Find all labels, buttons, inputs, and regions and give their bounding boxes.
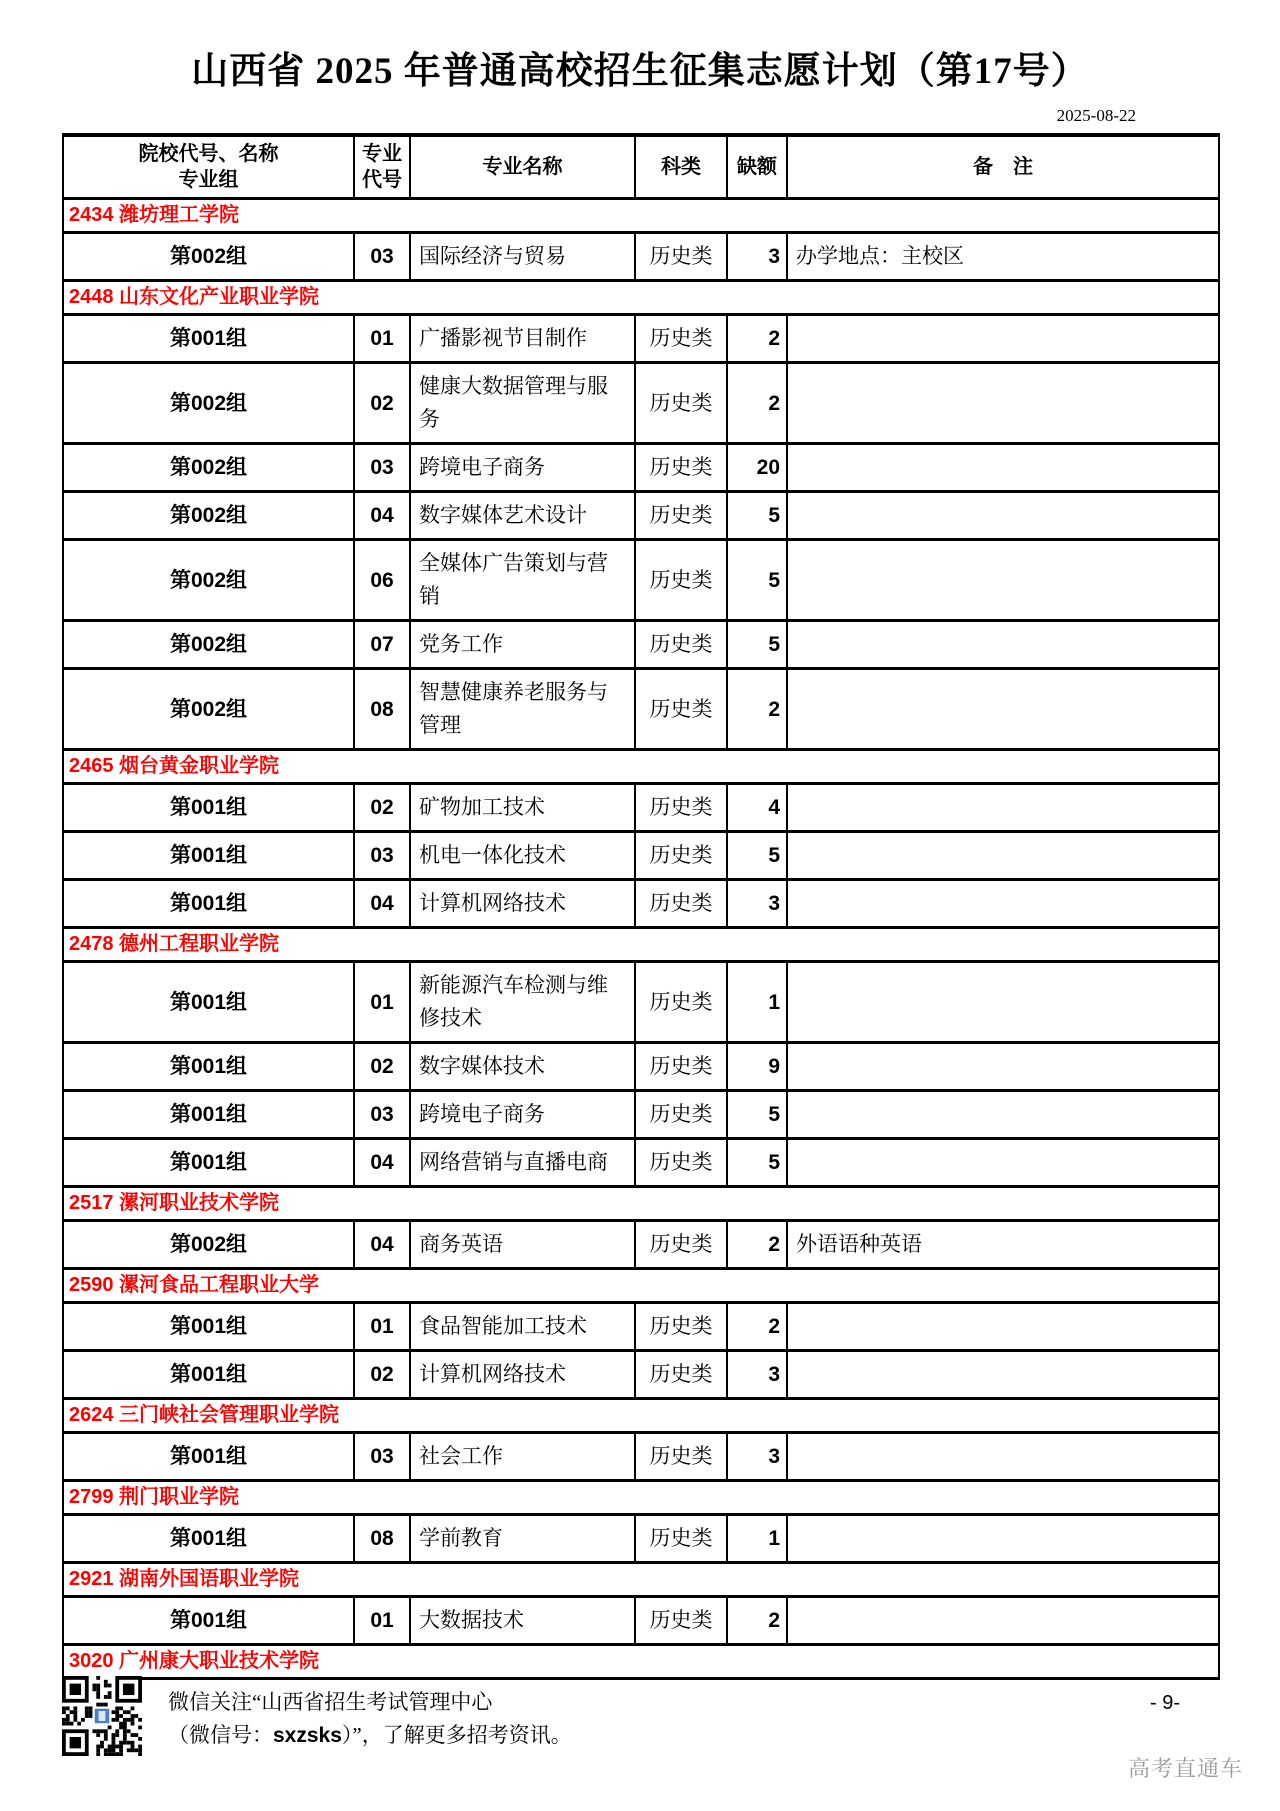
remark-cell (787, 1597, 1219, 1645)
header-vacancy: 缺额 (727, 135, 787, 199)
major-name-cell: 商务英语 (410, 1221, 635, 1269)
header-major-code-line1: 专业 (362, 143, 402, 165)
group-cell: 第002组 (63, 1221, 354, 1269)
plan-row (63, 444, 1219, 492)
vacancy-cell: 3 (727, 880, 787, 928)
header-college-code-name (63, 135, 354, 199)
subject-category-cell: 历史类 (635, 444, 727, 492)
major-code-cell: 03 (354, 832, 410, 880)
watermark: 高考直通车 (1128, 1756, 1244, 1781)
school-band-row (63, 750, 1219, 784)
group-cell: 第001组 (63, 832, 354, 880)
major-name-cell: 食品智能加工技术 (410, 1303, 635, 1351)
plan-row (63, 1351, 1219, 1399)
group-cell: 第001组 (63, 315, 354, 363)
remark-cell (787, 1043, 1219, 1091)
school-name: 2465 烟台黄金职业学院 (63, 750, 1219, 784)
major-name-cell: 跨境电子商务 (410, 1091, 635, 1139)
school-name: 2448 山东文化产业职业学院 (63, 281, 1219, 315)
major-name-cell: 党务工作 (410, 621, 635, 669)
subject-category-cell: 历史类 (635, 540, 727, 621)
vacancy-cell: 9 (727, 1043, 787, 1091)
group-cell: 第001组 (63, 784, 354, 832)
major-code-cell: 02 (354, 363, 410, 444)
school-band-row (63, 1481, 1219, 1515)
header-subject-category: 科类 (635, 135, 727, 199)
remark-cell (787, 669, 1219, 750)
wechat-id: sxzsks (273, 1724, 342, 1747)
major-name-cell: 数字媒体艺术设计 (410, 492, 635, 540)
group-cell: 第002组 (63, 444, 354, 492)
major-name-cell: 计算机网络技术 (410, 880, 635, 928)
subject-category-cell: 历史类 (635, 363, 727, 444)
group-cell: 第001组 (63, 1351, 354, 1399)
remark-cell (787, 315, 1219, 363)
group-cell: 第001组 (63, 1303, 354, 1351)
table-body (63, 199, 1219, 1679)
group-cell: 第002组 (63, 492, 354, 540)
remark-cell (787, 621, 1219, 669)
page-title: 山西省 2025 年普通高校招生征集志愿计划（第17号） (191, 51, 1089, 92)
major-name-cell: 社会工作 (410, 1433, 635, 1481)
subject-category-cell: 历史类 (635, 1433, 727, 1481)
school-name: 2478 德州工程职业学院 (63, 928, 1219, 962)
subject-category-cell: 历史类 (635, 1043, 727, 1091)
plan-row (63, 1433, 1219, 1481)
remark-cell (787, 492, 1219, 540)
major-name-cell: 学前教育 (410, 1515, 635, 1563)
subject-category-cell: 历史类 (635, 1221, 727, 1269)
admission-plan-table (62, 133, 1220, 1680)
major-code-cell: 04 (354, 1221, 410, 1269)
subject-category-cell: 历史类 (635, 492, 727, 540)
plan-row (63, 1091, 1219, 1139)
school-name: 2434 潍坊理工学院 (63, 199, 1219, 233)
remark-cell (787, 962, 1219, 1043)
remark-cell (787, 1351, 1219, 1399)
plan-row (63, 233, 1219, 281)
major-code-cell: 01 (354, 315, 410, 363)
remark-cell (787, 1139, 1219, 1187)
header-college-line2: 专业组 (178, 169, 239, 191)
major-code-cell: 07 (354, 621, 410, 669)
plan-row (63, 315, 1219, 363)
plan-row (63, 880, 1219, 928)
header-major-code-line2: 代号 (362, 169, 402, 191)
footer-note-line2 (168, 1719, 572, 1752)
major-name-cell: 大数据技术 (410, 1597, 635, 1645)
school-band-row (63, 199, 1219, 233)
school-name: 2590 漯河食品工程职业大学 (63, 1269, 1219, 1303)
group-cell: 第002组 (63, 233, 354, 281)
page-number: - 9- (1150, 1692, 1180, 1714)
school-band-row (63, 1187, 1219, 1221)
major-code-cell: 08 (354, 669, 410, 750)
vacancy-cell: 2 (727, 1221, 787, 1269)
footer-note (168, 1686, 572, 1752)
remark-cell (787, 363, 1219, 444)
vacancy-cell: 4 (727, 784, 787, 832)
remark-cell: 外语语种英语 (787, 1221, 1219, 1269)
school-name: 2517 漯河职业技术学院 (63, 1187, 1219, 1221)
school-band-row (63, 1645, 1219, 1679)
major-name-cell: 数字媒体技术 (410, 1043, 635, 1091)
remark-cell (787, 1515, 1219, 1563)
major-code-cell: 04 (354, 880, 410, 928)
subject-category-cell: 历史类 (635, 1139, 727, 1187)
major-name-cell: 跨境电子商务 (410, 444, 635, 492)
major-name-cell: 新能源汽车检测与维修技术 (410, 962, 635, 1043)
school-name: 2799 荆门职业学院 (63, 1481, 1219, 1515)
subject-category-cell: 历史类 (635, 621, 727, 669)
footer-note-line2-post: ）”，了解更多招考资讯。 (341, 1723, 572, 1747)
plan-row (63, 621, 1219, 669)
plan-row (63, 1515, 1219, 1563)
group-cell: 第001组 (63, 880, 354, 928)
vacancy-cell: 5 (727, 621, 787, 669)
remark-cell (787, 444, 1219, 492)
major-name-cell: 广播影视节目制作 (410, 315, 635, 363)
vacancy-cell: 2 (727, 1597, 787, 1645)
remark-cell (787, 1091, 1219, 1139)
major-code-cell: 03 (354, 233, 410, 281)
major-name-cell: 计算机网络技术 (410, 1351, 635, 1399)
remark-cell (787, 1303, 1219, 1351)
group-cell: 第002组 (63, 363, 354, 444)
plan-row (63, 1139, 1219, 1187)
subject-category-cell: 历史类 (635, 315, 727, 363)
plan-row (63, 962, 1219, 1043)
school-name: 3020 广州康大职业技术学院 (63, 1645, 1219, 1679)
vacancy-cell: 2 (727, 669, 787, 750)
footer-note-line2-pre: （微信号： (168, 1723, 273, 1747)
group-cell: 第001组 (63, 962, 354, 1043)
school-band-row (63, 1269, 1219, 1303)
remark-cell: 办学地点：主校区 (787, 233, 1219, 281)
plan-row (63, 540, 1219, 621)
major-code-cell: 01 (354, 1303, 410, 1351)
school-band-row (63, 1399, 1219, 1433)
header-major-name: 专业名称 (410, 135, 635, 199)
vacancy-cell: 3 (727, 1433, 787, 1481)
subject-category-cell: 历史类 (635, 784, 727, 832)
major-code-cell: 02 (354, 1043, 410, 1091)
plan-row (63, 832, 1219, 880)
school-name: 2921 湖南外国语职业学院 (63, 1563, 1219, 1597)
group-cell: 第001组 (63, 1139, 354, 1187)
vacancy-cell: 5 (727, 1091, 787, 1139)
group-cell: 第001组 (63, 1043, 354, 1091)
major-code-cell: 03 (354, 1433, 410, 1481)
vacancy-cell: 5 (727, 540, 787, 621)
plan-row (63, 363, 1219, 444)
group-cell: 第001组 (63, 1433, 354, 1481)
vacancy-cell: 5 (727, 832, 787, 880)
group-cell: 第001组 (63, 1515, 354, 1563)
major-code-cell: 01 (354, 962, 410, 1043)
subject-category-cell: 历史类 (635, 1515, 727, 1563)
major-code-cell: 08 (354, 1515, 410, 1563)
remark-cell (787, 540, 1219, 621)
header-college-line1: 院校代号、名称 (138, 143, 279, 165)
remark-cell (787, 832, 1219, 880)
plan-row (63, 784, 1219, 832)
vacancy-cell: 2 (727, 363, 787, 444)
school-band-row (63, 281, 1219, 315)
vacancy-cell: 1 (727, 1515, 787, 1563)
major-name-cell: 机电一体化技术 (410, 832, 635, 880)
vacancy-cell: 3 (727, 233, 787, 281)
plan-row (63, 669, 1219, 750)
group-cell: 第001组 (63, 1597, 354, 1645)
school-band-row (63, 1563, 1219, 1597)
major-code-cell: 04 (354, 492, 410, 540)
subject-category-cell: 历史类 (635, 1303, 727, 1351)
subject-category-cell: 历史类 (635, 880, 727, 928)
major-code-cell: 01 (354, 1597, 410, 1645)
group-cell: 第002组 (63, 540, 354, 621)
subject-category-cell: 历史类 (635, 1091, 727, 1139)
vacancy-cell: 5 (727, 492, 787, 540)
plan-row (63, 492, 1219, 540)
header-remarks: 备 注 (787, 135, 1219, 199)
plan-row (63, 1221, 1219, 1269)
document-date: 2025-08-22 (1056, 106, 1136, 125)
table-header (63, 135, 1219, 199)
vacancy-cell: 1 (727, 962, 787, 1043)
plan-row (63, 1597, 1219, 1645)
subject-category-cell: 历史类 (635, 669, 727, 750)
footer-note-line1: 微信关注“山西省招生考试管理中心 (168, 1690, 493, 1714)
header-major-code (354, 135, 410, 199)
school-band-row (63, 928, 1219, 962)
vacancy-cell: 3 (727, 1351, 787, 1399)
remark-cell (787, 880, 1219, 928)
major-code-cell: 03 (354, 444, 410, 492)
vacancy-cell: 2 (727, 1303, 787, 1351)
major-name-cell: 全媒体广告策划与营销 (410, 540, 635, 621)
major-name-cell: 网络营销与直播电商 (410, 1139, 635, 1187)
vacancy-cell: 5 (727, 1139, 787, 1187)
subject-category-cell: 历史类 (635, 233, 727, 281)
plan-row (63, 1043, 1219, 1091)
major-code-cell: 04 (354, 1139, 410, 1187)
group-cell: 第002组 (63, 621, 354, 669)
remark-cell (787, 784, 1219, 832)
major-name-cell: 智慧健康养老服务与管理 (410, 669, 635, 750)
remark-cell (787, 1433, 1219, 1481)
major-code-cell: 06 (354, 540, 410, 621)
major-code-cell: 03 (354, 1091, 410, 1139)
group-cell: 第001组 (63, 1091, 354, 1139)
wechat-qr-code (62, 1676, 142, 1756)
major-name-cell: 矿物加工技术 (410, 784, 635, 832)
major-name-cell: 健康大数据管理与服务 (410, 363, 635, 444)
school-name: 2624 三门峡社会管理职业学院 (63, 1399, 1219, 1433)
vacancy-cell: 20 (727, 444, 787, 492)
group-cell: 第002组 (63, 669, 354, 750)
subject-category-cell: 历史类 (635, 832, 727, 880)
major-code-cell: 02 (354, 1351, 410, 1399)
subject-category-cell: 历史类 (635, 1351, 727, 1399)
subject-category-cell: 历史类 (635, 962, 727, 1043)
vacancy-cell: 2 (727, 315, 787, 363)
major-code-cell: 02 (354, 784, 410, 832)
plan-row (63, 1303, 1219, 1351)
major-name-cell: 国际经济与贸易 (410, 233, 635, 281)
subject-category-cell: 历史类 (635, 1597, 727, 1645)
